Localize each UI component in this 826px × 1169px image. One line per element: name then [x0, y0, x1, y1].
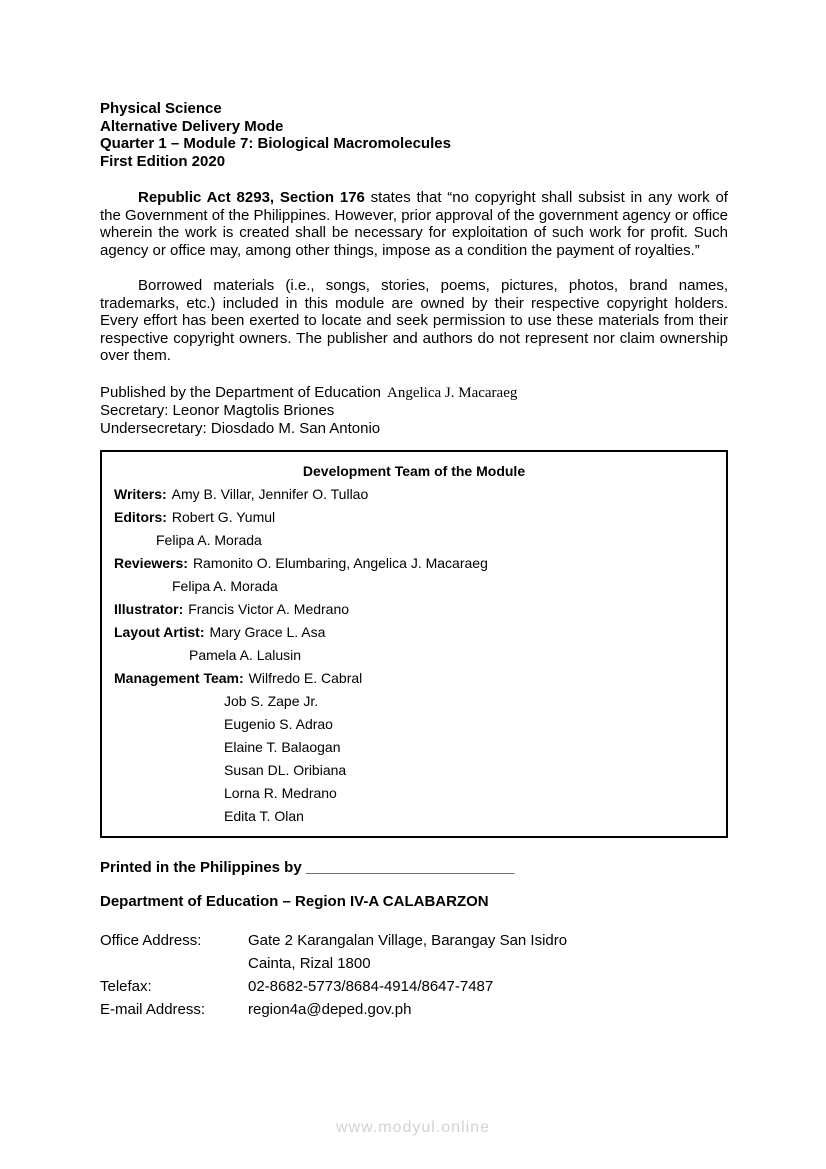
- team-value: Ramonito O. Elumbaring, Angelica J. Macaraeg: [192, 555, 488, 571]
- contact-value: Gate 2 Karangalan Village, Barangay San Isidro: [248, 932, 568, 949]
- contact-row-telefax: [100, 975, 728, 998]
- undersecretary-line: Undersecretary: Diosdado M. San Antonio: [100, 419, 381, 437]
- contact-value: Cainta, Rizal 1800: [248, 955, 371, 972]
- team-row-editors-2: [114, 529, 714, 552]
- team-label: Editors:: [114, 509, 167, 525]
- contact-value: region4a@deped.gov.ph: [248, 1001, 412, 1018]
- team-label: Management Team:: [114, 670, 244, 686]
- contact-row-email: [100, 998, 728, 1021]
- team-value: Susan DL. Oribiana: [224, 762, 347, 778]
- printed-in-label: Printed in the Philippines by: [100, 859, 306, 876]
- team-value: Job S. Zape Jr.: [224, 693, 319, 709]
- inline-author-name: Angelica J. Macaraeg: [387, 384, 518, 401]
- team-row-management-5: [114, 759, 714, 782]
- team-row-illustrator: [114, 598, 714, 621]
- team-value: Eugenio S. Adrao: [224, 716, 333, 732]
- footer-watermark: www.modyul.online: [336, 1119, 490, 1136]
- team-row-management-6: [114, 782, 714, 805]
- team-value: Pamela A. Lalusin: [189, 647, 302, 663]
- printed-in-line: [100, 859, 728, 877]
- team-value: Felipa A. Morada: [172, 578, 278, 594]
- published-by-text: Published by the Department of Education: [100, 383, 382, 401]
- region-line: Department of Education – Region IV-A CALABARZON: [100, 892, 489, 910]
- development-team-box: [100, 450, 728, 838]
- team-row-reviewers-2: [114, 575, 714, 598]
- team-label: Writers:: [114, 486, 167, 502]
- secretary-line: Secretary: Leonor Magtolis Briones: [100, 402, 335, 419]
- title-line-delivery-mode: Alternative Delivery Mode: [100, 117, 284, 135]
- team-value: Mary Grace L. Asa: [209, 624, 326, 640]
- republic-act-body: states that “no copyright shall subsist in any work of the Government of the Philippines. However, prior approval of the government agency or office wherein the work is created shall be necessary for exploitation of such work for profit. Such agency or office may, among other things, impose as a condition the payment of royalties.”: [100, 189, 728, 259]
- development-team-title: Development Team of the Module: [302, 463, 526, 479]
- contact-row-office-address-2: [100, 952, 728, 975]
- team-value: Felipa A. Morada: [156, 532, 262, 548]
- title-line-subject: Physical Science: [100, 100, 222, 117]
- published-by-line: [100, 384, 728, 403]
- team-row-writers: [114, 483, 714, 506]
- contact-value: 02-8682-5773/8684-4914/8647-7487: [248, 978, 494, 995]
- copyright-paragraph-1: [100, 189, 728, 259]
- team-row-management-2: [114, 690, 714, 713]
- contact-label: E-mail Address:: [100, 1001, 206, 1018]
- team-label: Illustrator:: [114, 601, 184, 617]
- team-label: Layout Artist:: [114, 624, 205, 640]
- title-block: [100, 100, 728, 170]
- team-row-management-3: [114, 713, 714, 736]
- printed-in-blank: _________________________: [305, 859, 515, 876]
- team-value: Wilfredo E. Cabral: [248, 670, 363, 686]
- team-row-management-7: [114, 805, 714, 828]
- team-value: Amy B. Villar, Jennifer O. Tullao: [171, 486, 369, 502]
- team-value: Elaine T. Balaogan: [224, 739, 341, 755]
- team-row-editors: [114, 506, 714, 529]
- team-value: Robert G. Yumul: [171, 509, 276, 525]
- team-value: Edita T. Olan: [224, 808, 304, 824]
- contact-row-office-address: [100, 929, 728, 952]
- team-row-management: [114, 667, 714, 690]
- team-row-layout-artist: [114, 621, 714, 644]
- contact-label: Office Address:: [100, 932, 202, 949]
- team-value: Lorna R. Medrano: [224, 785, 337, 801]
- contact-block: [100, 929, 728, 1021]
- publisher-block: [100, 384, 728, 438]
- team-label: Reviewers:: [114, 555, 188, 571]
- republic-act-lead: Republic Act 8293, Section 176: [138, 189, 365, 206]
- contact-label: Telefax:: [100, 978, 152, 995]
- team-row-reviewers: [114, 552, 714, 575]
- title-line-module: Quarter 1 – Module 7: Biological Macromolecules: [100, 135, 451, 152]
- team-row-layout-artist-2: [114, 644, 714, 667]
- copyright-paragraph-2: Borrowed materials (i.e., songs, stories, poems, pictures, photos, brand names, trademarks, etc.) included in this module are owned by their respective copyright holders. Every effort has been exerted to locate and seek permission to use these materials from their respective copyright owners. The publisher and authors do not represent nor claim ownership over them.: [100, 277, 728, 364]
- team-row-management-4: [114, 736, 714, 759]
- team-value: Francis Victor A. Medrano: [188, 601, 350, 617]
- title-line-edition: First Edition 2020: [100, 152, 226, 170]
